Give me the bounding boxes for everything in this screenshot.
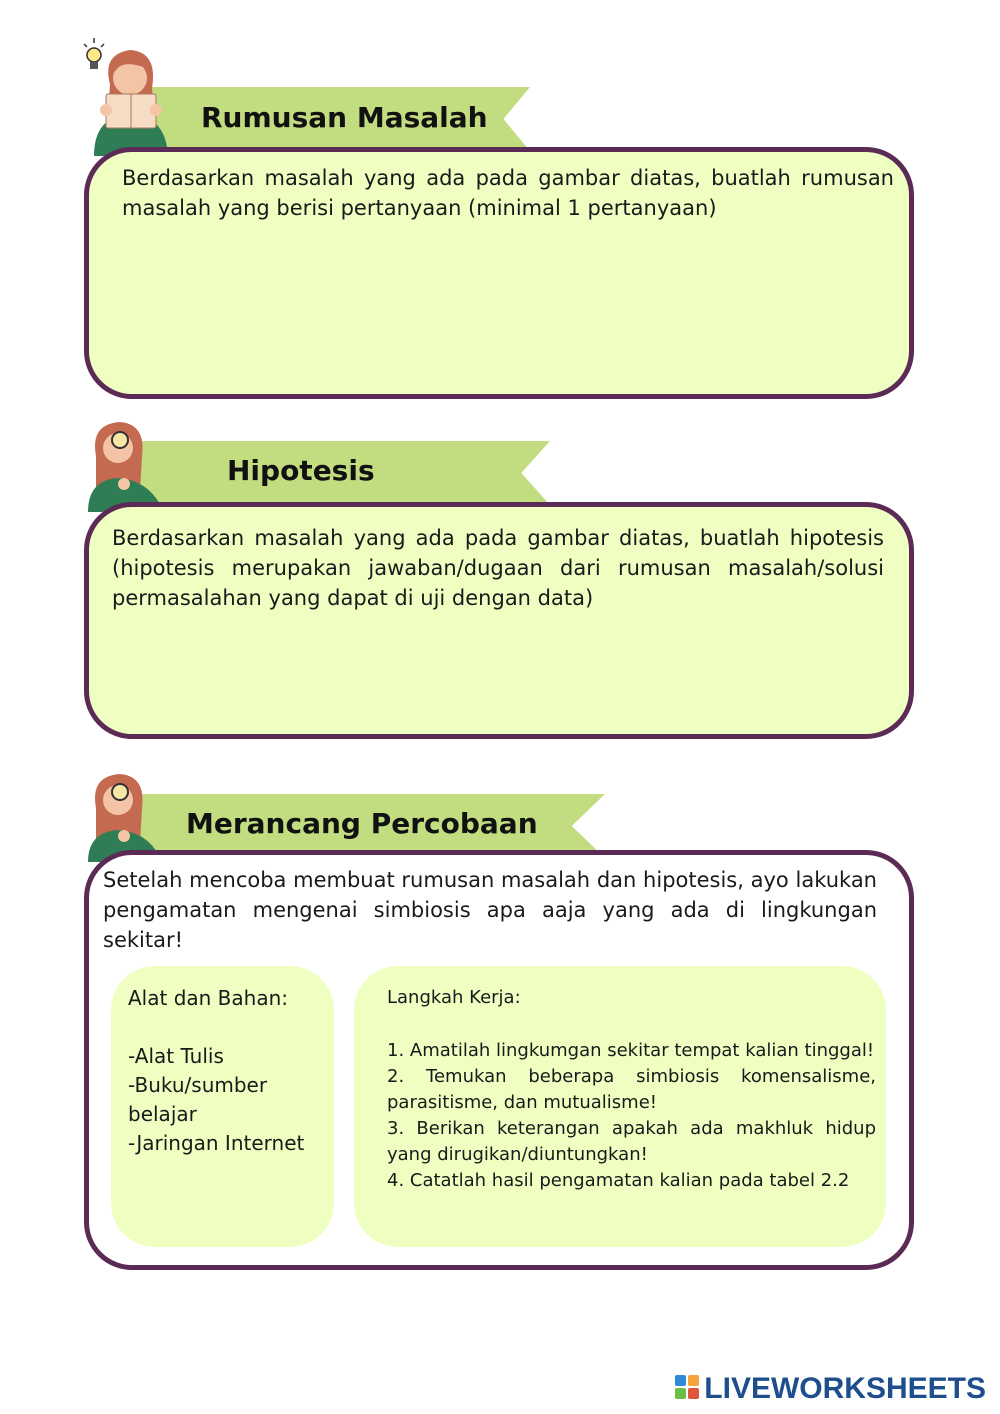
list-item: 1. Amatilah lingkumgan sekitar tempat kalian tinggal!: [387, 1040, 875, 1061]
liveworksheets-brand: LIVEWORKSHEETS: [704, 1372, 986, 1405]
langkah-kerja-list: [387, 1038, 876, 1194]
list-item: 2. Temukan beberapa simbiosis komensalisme, parasitisme, dan mutualisme!: [387, 1066, 876, 1113]
percobaan-instruction: Setelah mencoba membuat rumusan masalah dan hipotesis, ayo lakukan pengamatan mengenai simbiosis apa aaja yang ada di lingkungan sekitar!: [103, 868, 877, 952]
percobaan-title: Merancang Percobaan: [186, 807, 538, 840]
list-item: 4. Catatlah hasil pengamatan kalian pada tabel 2.2: [387, 1170, 850, 1191]
alat-bahan-heading: Alat dan Bahan:: [128, 986, 288, 1010]
hipotesis-answer-area[interactable]: [100, 620, 896, 724]
rumusan-instruction: Berdasarkan masalah yang ada pada gambar diatas, buatlah rumusan masalah yang berisi pertanyaan (minimal 1 pertanyaan): [122, 166, 894, 220]
rumusan-title: Rumusan Masalah: [201, 101, 488, 134]
list-item: -Jaringan Internet: [128, 1131, 305, 1155]
girl-reading-illustration: [88, 44, 174, 156]
liveworksheets-logo-icon: [674, 1374, 700, 1404]
list-item: -Alat Tulis: [128, 1044, 224, 1068]
liveworksheets-logo[interactable]: [674, 1372, 986, 1406]
hipotesis-instruction: Berdasarkan masalah yang ada pada gambar diatas, buatlah hipotesis (hipotesis merupakan jawaban/dugaan dari rumusan masalah/solusi permasalahan yang dapat di uji dengan data): [112, 526, 884, 610]
list-item: -Buku/sumber belajar: [128, 1073, 268, 1126]
hipotesis-title: Hipotesis: [227, 454, 375, 487]
rumusan-answer-area[interactable]: [100, 232, 896, 382]
list-item: 3. Berikan keterangan apakah ada makhluk hidup yang dirugikan/diuntungkan!: [387, 1118, 876, 1165]
girl-magnifier-illustration-2: [84, 772, 164, 862]
girl-magnifier-illustration: [84, 420, 166, 512]
alat-bahan-list: [128, 1042, 318, 1158]
langkah-kerja-heading: Langkah Kerja:: [387, 987, 521, 1008]
